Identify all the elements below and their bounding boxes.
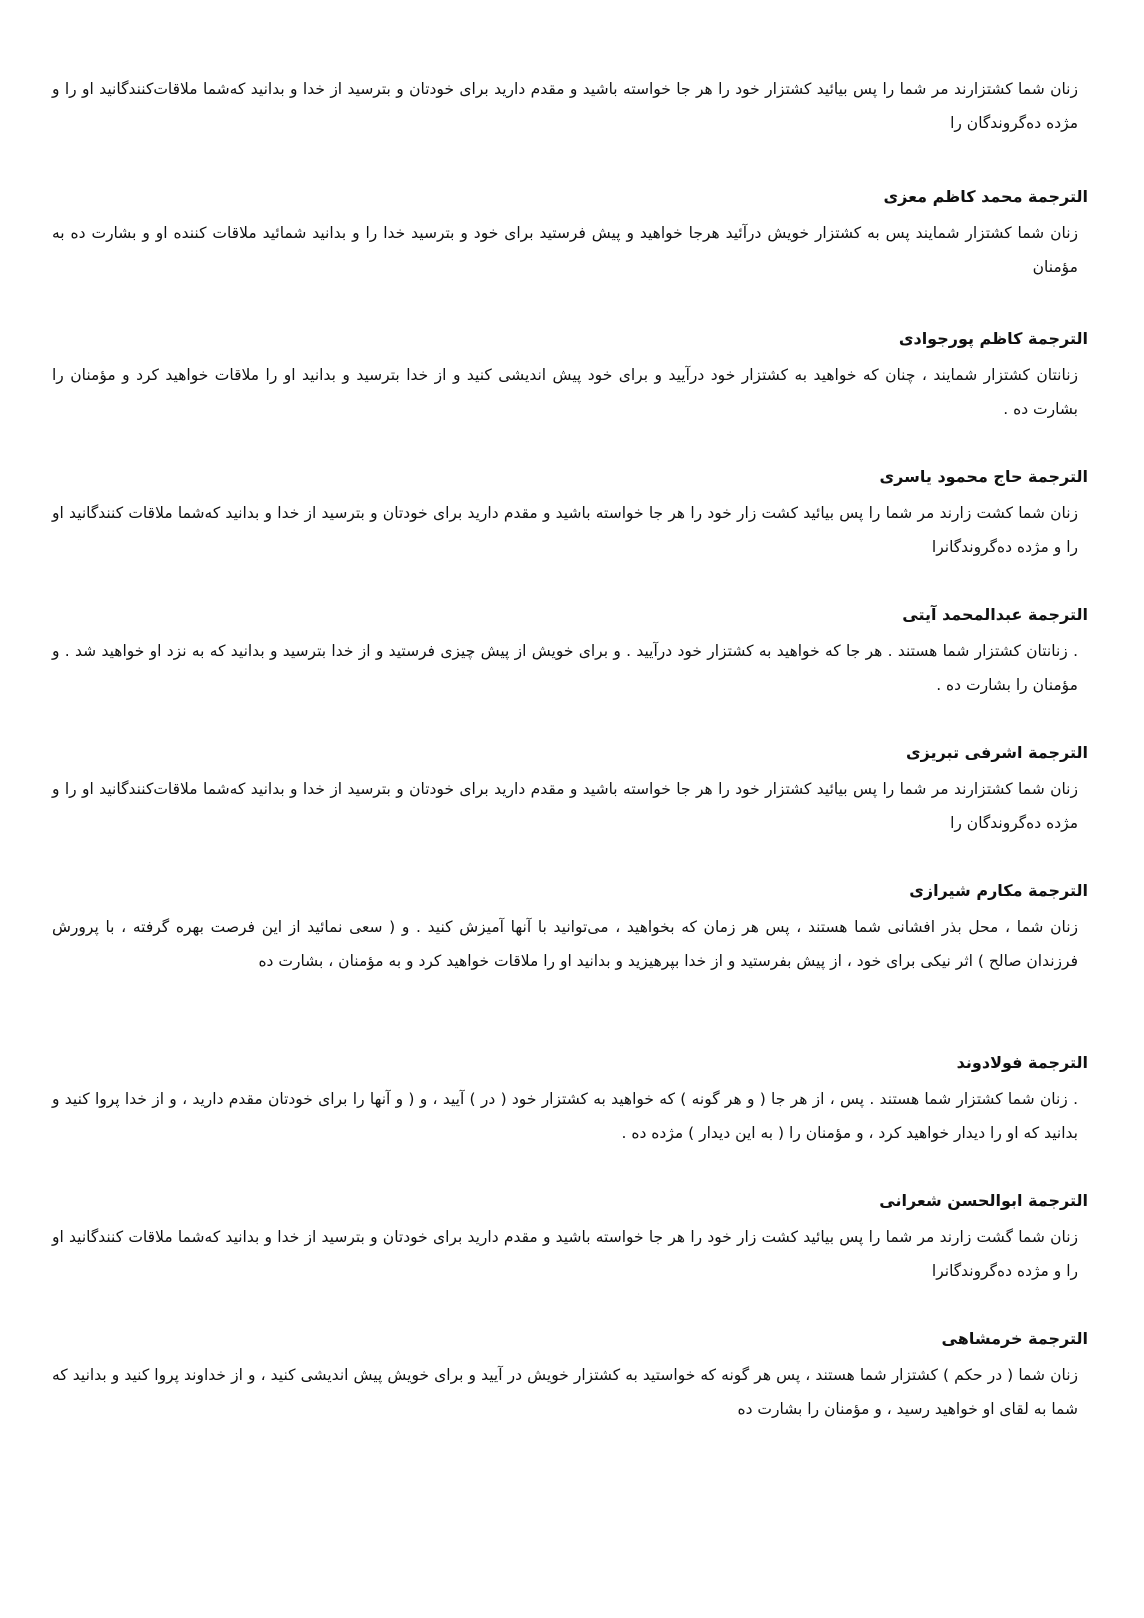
translation-text: . زنانتان كشتزار شما هستند . هر جا كه خواهيد به كشتزار خود درآييد . و براى خويش از پيش چيزى فرستيد و از خدا بترسيد و بدانيد كه به نزد او خواهيد شد . و مؤمنان را بشارت ده .: [52, 642, 1078, 694]
translator-heading: الترجمة عبدالمحمد آیتی: [902, 605, 1088, 624]
translation-text: . زنان شما كشتزار شما هستند . پس ، از هر جا ( و هر گونه ) كه خواهيد به كشتزار خود ( در ) آييد ، و ( و آنها را براى خودتان مقدم داريد ، و از خدا پروا كنيد و بدانيد كه او را ديدار خواهيد كرد ، و مؤمنان را ( به اين ديدار ) مژده ده .: [52, 1090, 1078, 1142]
translation-section-khorramshahi: [52, 1328, 1092, 1426]
translation-section-pourjavadi: [52, 328, 1092, 426]
translation-text: زنانتان كشتزار شمايند ، چنان كه خواهيد به كشتزار خود درآييد و براى خود پيش انديشى كنيد و از خدا بترسيد و بدانيد او را ملاقات خواهيد كرد و مؤمنان را بشارت ده .: [52, 366, 1078, 418]
translation-text: زنان شما كشت زارند مر شما را پس بيائيد كشت زار خود را هر جا خواسته باشيد و مقدم داريد براى خودتان و بترسيد از خدا و بدانيد كه‌شما ملاقات كنندگانيد او را و مژده ده‌گروندگانرا: [52, 504, 1078, 556]
translator-heading: الترجمة حاج محمود یاسری: [879, 467, 1088, 486]
translator-heading: الترجمة فولادوند: [956, 1053, 1088, 1072]
translation-section-makarem: [52, 880, 1092, 978]
translation-section-ayati: [52, 604, 1092, 702]
translation-section-yasri: [52, 466, 1092, 564]
translator-heading: الترجمة کاظم پورجوادی: [898, 329, 1088, 348]
translation-text: زنان شما كشتزارند مر شما را پس بيائيد كشتزار خود را هر جا خواسته باشيد و مقدم داريد براى خودتان و بترسيد از خدا و بدانيد كه‌شما ملاقات‌كنندگانيد او را و مژده ده‌گروندگان را: [52, 780, 1078, 832]
intro-translation: [52, 72, 1092, 140]
translator-heading: الترجمة خرمشاهی: [941, 1329, 1088, 1348]
translation-section-moezzi: [52, 186, 1092, 284]
translator-heading: الترجمة اشرفی تبریزی: [905, 743, 1088, 762]
translation-section-shearani: [52, 1190, 1092, 1288]
translation-text: زنان شما كشتزار شمايند پس به كشتزار خويش درآئيد هرجا خواهيد و پيش فرستيد براى خود و بترسيد خدا را و بدانيد شمائيد ملاقات كننده او و بشارت ده به مؤمنان: [52, 224, 1078, 276]
translator-heading: الترجمة محمد کاظم معزی: [883, 187, 1088, 206]
translation-text: زنان شما كشتزارند مر شما را پس بيائيد كشتزار خود را هر جا خواسته باشيد و مقدم داريد براى خودتان و بترسيد از خدا و بدانيد كه‌شما ملاقات‌كنندگانيد او را و مژده ده‌گروندگان را: [52, 80, 1078, 132]
translation-text: زنان شما گشت زارند مر شما را پس بيائيد كشت زار خود را هر جا خواسته باشيد و مقدم داريد براى خودتان و بترسيد از خدا و بدانيد كه‌شما ملاقات كنندگانيد او را و مژده ده‌گروندگانرا: [52, 1228, 1078, 1280]
translator-heading: الترجمة مکارم شیرازی: [909, 881, 1088, 900]
translation-section-fouladvand: [52, 1052, 1092, 1150]
translation-text: زنان شما ( در حكم ) كشتزار شما هستند ، پس هر گونه كه خواستيد به كشتزار خويش در آييد و براى خويش پيش انديشى كنيد ، و از خداوند پروا كنيد و بدانيد كه شما به لقاى او خواهيد رسيد ، و مؤمنان را بشارت ده: [52, 1366, 1078, 1418]
translator-heading: الترجمة ابوالحسن شعرانی: [879, 1191, 1088, 1210]
translation-text: زنان شما ، محل بذر افشانى شما هستند ، پس هر زمان كه بخواهيد ، مى‌توانيد با آنها آميزش كنيد . و ( سعى نمائيد از اين فرصت بهره گرفته ، با پرورش فرزندان صالح ) اثر نيكى براى خود ، از پيش بفرستيد و از خدا بپرهيزيد و بدانيد او را ملاقات خواهيد كرد و به مؤمنان ، بشارت ده: [52, 918, 1078, 970]
translation-section-ashrafi: [52, 742, 1092, 840]
